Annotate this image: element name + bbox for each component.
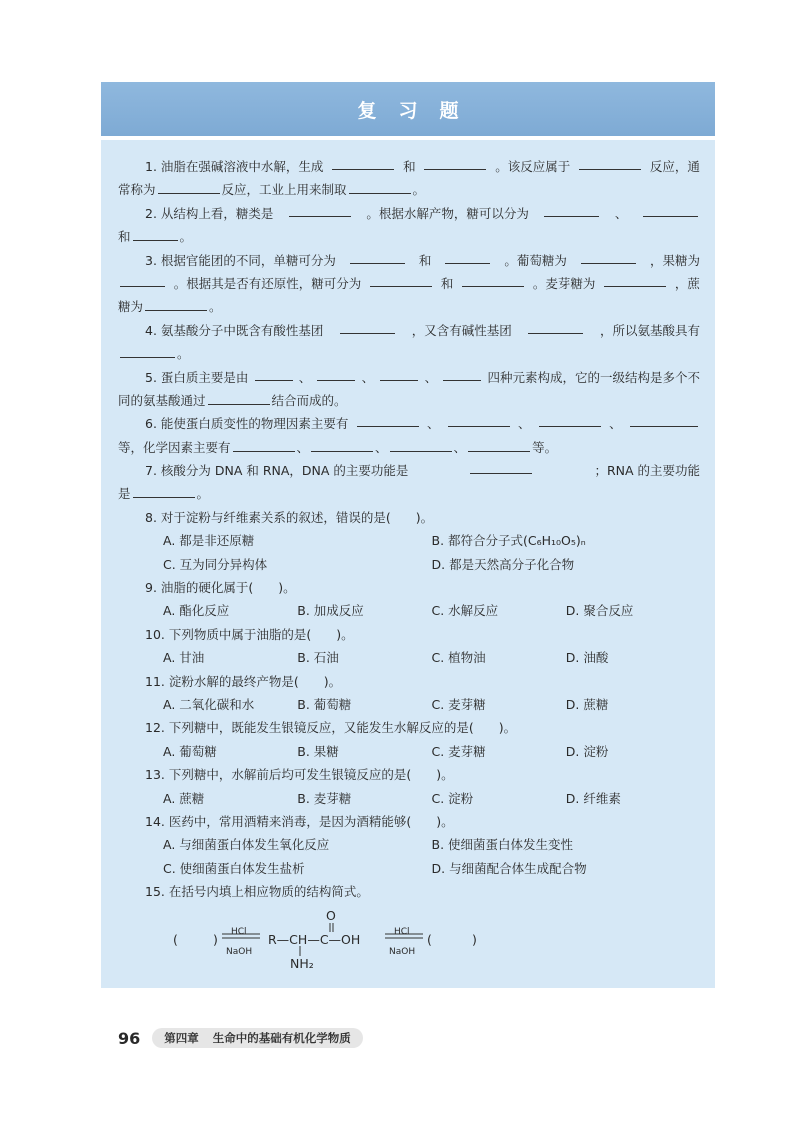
option-a: A. 蔗糖 — [163, 790, 205, 806]
option-b: B. 葡萄糖 — [297, 696, 352, 712]
answer-blank — [233, 437, 295, 452]
answer-blank — [630, 412, 698, 427]
chapter-title: 生命中的基础有机化学物质 — [212, 1031, 351, 1045]
answer-blank — [539, 412, 601, 427]
q2-line1: 2. 从结构上看，糖类是 。根据水解产物，糖可以分为 、 — [118, 202, 700, 225]
answer-blank — [468, 437, 530, 452]
answer-blank — [133, 483, 195, 498]
q9-stem: 9. 油脂的硬化属于( )。 — [145, 580, 296, 596]
option-a: A. 酯化反应 — [163, 603, 230, 619]
answer-blank — [581, 249, 636, 264]
q8-options-row1 — [118, 529, 700, 552]
reagent-naoh-left: NaOH — [226, 946, 253, 957]
answer-blank — [579, 155, 641, 170]
option-c: C. 麦芽糖 — [431, 696, 486, 712]
option-c: C. 植物油 — [431, 650, 486, 666]
q10-stem: 10. 下列物质中属于油脂的是( )。 — [145, 626, 354, 642]
option-d: D. 油酸 — [565, 650, 609, 666]
reagent-naoh-right: NaOH — [389, 946, 416, 957]
q10-options — [118, 646, 700, 669]
answer-blank — [528, 319, 583, 334]
q4-line1: 4. 氨基酸分子中既含有酸性基团 ，又含有碱性基团 ，所以氨基酸具有 — [118, 319, 700, 342]
answer-blank — [340, 319, 395, 334]
q7-line1: 7. 核酸分为 DNA 和 RNA，DNA 的主要功能是 ；RNA 的主要功能 — [118, 459, 700, 482]
answer-blank — [357, 412, 419, 427]
option-d: D. 淀粉 — [565, 743, 609, 759]
option-c: C. 使细菌蛋白体发生盐析 — [163, 860, 305, 876]
question-list — [118, 155, 700, 974]
answer-blank — [445, 249, 490, 264]
q7-line2: 是 。 — [118, 482, 700, 505]
answer-blank — [544, 202, 599, 217]
answer-blank — [462, 272, 524, 287]
q1-line1: 1. 油脂在强碱溶液中水解，生成 和 。该反应属于 反应，通 — [118, 155, 700, 178]
q12-stem: 12. 下列糖中，既能发生银镜反应，又能发生水解反应的是( )。 — [145, 720, 517, 736]
answer-blank — [255, 366, 293, 381]
option-d: D. 纤维素 — [565, 790, 621, 806]
amino-group: NH₂ — [290, 955, 314, 971]
chapter-label — [152, 1028, 363, 1048]
equilibrium-arrow-right — [384, 932, 424, 940]
option-a: A. 甘油 — [163, 650, 205, 666]
section-header — [101, 82, 715, 136]
option-b: B. 石油 — [297, 650, 339, 666]
q14-stem: 14. 医药中，常用酒精来消毒，是因为酒精能够( )。 — [145, 813, 454, 829]
answer-blank — [145, 296, 207, 311]
q3-line2: 。根据其是否有还原性，糖可分为 和 。麦芽糖为 ，蔗 — [118, 272, 700, 295]
answer-blank — [208, 390, 270, 405]
q15-stem: 15. 在括号内填上相应物质的结构简式。 — [145, 884, 369, 900]
option-a: A. 都是非还原糖 — [163, 533, 255, 549]
page-number: 96 — [118, 1028, 141, 1048]
q13-options — [118, 787, 700, 810]
option-d: D. 聚合反应 — [565, 603, 634, 619]
answer-blank — [120, 343, 175, 358]
answer-blank — [643, 202, 698, 217]
left-paren-close: ) — [213, 931, 218, 947]
q5-line1: 5. 蛋白质主要是由 、 、 、 四种元素构成，它的一级结构是多个不 — [118, 366, 700, 389]
option-d: D. 蔗糖 — [565, 696, 609, 712]
reagent-hcl-right: HCl — [394, 926, 410, 937]
chapter-number: 第四章 — [164, 1031, 199, 1045]
q2-line2: 和 。 — [118, 225, 700, 248]
answer-blank — [317, 366, 355, 381]
option-c: C. 互为同分异构体 — [163, 556, 268, 572]
answer-blank — [443, 366, 481, 381]
q11-stem: 11. 淀粉水解的最终产物是( )。 — [145, 673, 342, 689]
option-a: A. 二氧化碳和水 — [163, 696, 255, 712]
oxygen-atom: O — [326, 907, 336, 923]
option-b: B. 麦芽糖 — [297, 790, 352, 806]
q11-options — [118, 693, 700, 716]
q14-options-row2 — [118, 857, 700, 880]
answer-blank — [424, 155, 486, 170]
answer-blank — [349, 179, 411, 194]
option-b: B. 都符合分子式(C₆H₁₀O₅)ₙ — [431, 533, 586, 549]
q6-line1: 6. 能使蛋白质变性的物理因素主要有 、 、 、 — [118, 412, 700, 435]
option-d: D. 与细菌配合体生成配合物 — [431, 860, 587, 876]
answer-blank — [133, 226, 178, 241]
q1-line2: 常称为 反应，工业上用来制取 。 — [118, 178, 700, 201]
q6-line2: 等，化学因素主要有 、 、 、 等。 — [118, 436, 700, 459]
q4-line2: 。 — [118, 342, 700, 365]
reagent-hcl-left: HCl — [231, 926, 247, 937]
answer-blank — [470, 459, 532, 474]
option-c: C. 淀粉 — [431, 790, 474, 806]
option-b: B. 果糖 — [297, 743, 339, 759]
q9-options — [118, 599, 700, 622]
q8-options-row2 — [118, 553, 700, 576]
q3-line1: 3. 根据官能团的不同，单糖可分为 和 。葡萄糖为 ，果糖为 — [118, 249, 700, 272]
answer-blank — [350, 249, 405, 264]
q12-options — [118, 740, 700, 763]
answer-blank — [380, 366, 418, 381]
q5-line2: 同的氨基酸通过 结合而成的。 — [118, 389, 700, 412]
left-paren-open: ( — [173, 931, 178, 947]
answer-blank — [448, 412, 510, 427]
option-a: A. 葡萄糖 — [163, 743, 217, 759]
q13-stem: 13. 下列糖中，水解前后均可发生银镜反应的是( )。 — [145, 767, 454, 783]
answer-blank — [332, 155, 394, 170]
q3-line3: 糖为 。 — [118, 295, 700, 318]
reaction-formula — [118, 904, 700, 974]
option-c: C. 麦芽糖 — [431, 743, 486, 759]
equilibrium-arrow-left — [221, 932, 261, 940]
answer-blank — [120, 272, 165, 287]
option-a: A. 与细菌蛋白体发生氧化反应 — [163, 837, 330, 853]
answer-blank — [604, 272, 666, 287]
page-footer — [118, 1027, 363, 1049]
answer-blank — [289, 202, 351, 217]
section-title: 复习题 — [357, 99, 481, 122]
answer-blank — [390, 437, 452, 452]
answer-blank — [311, 437, 373, 452]
answer-blank — [158, 179, 220, 194]
q8-stem: 8. 对于淀粉与纤维素关系的叙述，错误的是( )。 — [145, 509, 434, 525]
q14-options-row1 — [118, 833, 700, 856]
amino-acid-chain: R—CH—C—OH — [268, 931, 361, 947]
option-b: B. 使细菌蛋白体发生变性 — [431, 837, 574, 853]
option-b: B. 加成反应 — [297, 603, 364, 619]
right-paren-open: ( — [427, 931, 432, 947]
answer-blank — [370, 272, 432, 287]
option-c: C. 水解反应 — [431, 603, 499, 619]
right-paren-close: ) — [472, 931, 477, 947]
option-d: D. 都是天然高分子化合物 — [431, 556, 575, 572]
